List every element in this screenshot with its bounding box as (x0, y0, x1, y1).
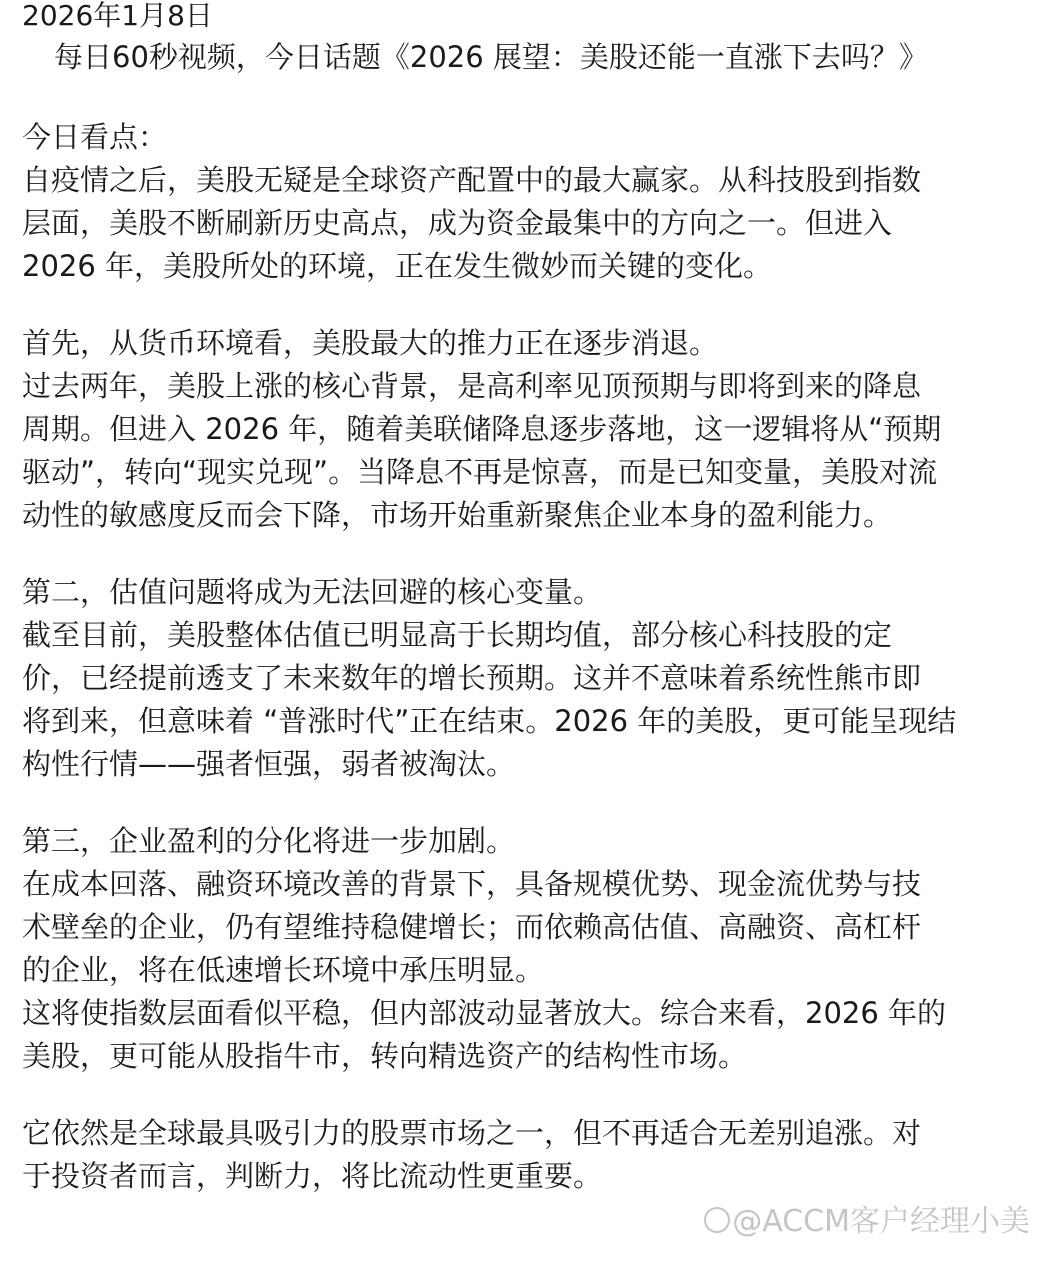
paragraph-line: 层面，美股不断刷新历史高点，成为资金最集中的方向之一。但进入 (22, 206, 893, 240)
article-date: 2026年1月8日 (22, 0, 213, 32)
paragraph-line: 首先，从货币环境看，美股最大的推力正在逐步消退。 (22, 326, 719, 360)
article-topic: 每日60秒视频，今日话题《2026 展望：美股还能一直涨下去吗？》 (54, 40, 928, 74)
paragraph-line: 价，已经提前透支了未来数年的增长预期。这并不意味着系统性熊市即 (22, 661, 922, 695)
paragraph-line: 动性的敏感度反而会下降，市场开始重新聚焦企业本身的盈利能力。 (22, 498, 893, 532)
spacer (22, 537, 1034, 571)
paragraph-line: 截至目前，美股整体估值已明显高于长期均值，部分核心科技股的定 (22, 618, 893, 652)
spacer (22, 288, 1034, 322)
spacer (22, 1078, 1034, 1112)
paragraph-line: 第三，企业盈利的分化将进一步加剧。 (22, 824, 516, 858)
paragraph-line: 这将使指数层面看似平稳，但内部波动显著放大。综合来看，2026 年的 (22, 996, 947, 1030)
spacer (22, 786, 1034, 820)
paragraph-line: 术壁垒的企业，仍有望维持稳健增长；而依赖高估值、高融资、高杠杆 (22, 910, 922, 944)
article (22, 0, 1034, 1198)
paragraph-line: 构性行情——强者恒强，弱者被淘汰。 (22, 747, 516, 781)
paragraph-line: 将到来，但意味着 “普涨时代”正在结束。2026 年的美股，更可能呈现结 (22, 704, 957, 738)
paragraph-line: 在成本回落、融资环境改善的背景下，具备规模优势、现金流优势与技 (22, 867, 922, 901)
spacer (22, 80, 1034, 116)
watermark (704, 1196, 1030, 1240)
paragraph-line: 2026 年，美股所处的环境，正在发生微妙而关键的变化。 (22, 249, 773, 283)
watermark-text: @ACCM客户经理小美 (732, 1204, 1030, 1239)
paragraph-line: 周期。但进入 2026 年，随着美联储降息逐步落地，这一逻辑将从“预期 (22, 412, 942, 446)
paragraph-line: 美股，更可能从股指牛市，转向精选资产的结构性市场。 (22, 1039, 748, 1073)
paragraph-line: 过去两年，美股上涨的核心背景，是高利率见顶预期与即将到来的降息 (22, 369, 922, 403)
section-heading: 今日看点： (22, 120, 168, 154)
paragraph-line: 于投资者而言，判断力，将比流动性更重要。 (22, 1159, 603, 1193)
paragraph-line: 第二，估值问题将成为无法回避的核心变量。 (22, 575, 603, 609)
paragraph-line: 驱动”，转向“现实兑现”。当降息不再是惊喜，而是已知变量，美股对流 (22, 455, 938, 489)
paragraph-line: 的企业，将在低速增长环境中承压明显。 (22, 953, 545, 987)
paragraph-line: 它依然是全球最具吸引力的股票市场之一，但不再适合无差别追涨。对 (22, 1116, 922, 1150)
platform-logo-icon (704, 1207, 730, 1233)
paragraph-line: 自疫情之后，美股无疑是全球资产配置中的最大赢家。从科技股到指数 (22, 163, 922, 197)
